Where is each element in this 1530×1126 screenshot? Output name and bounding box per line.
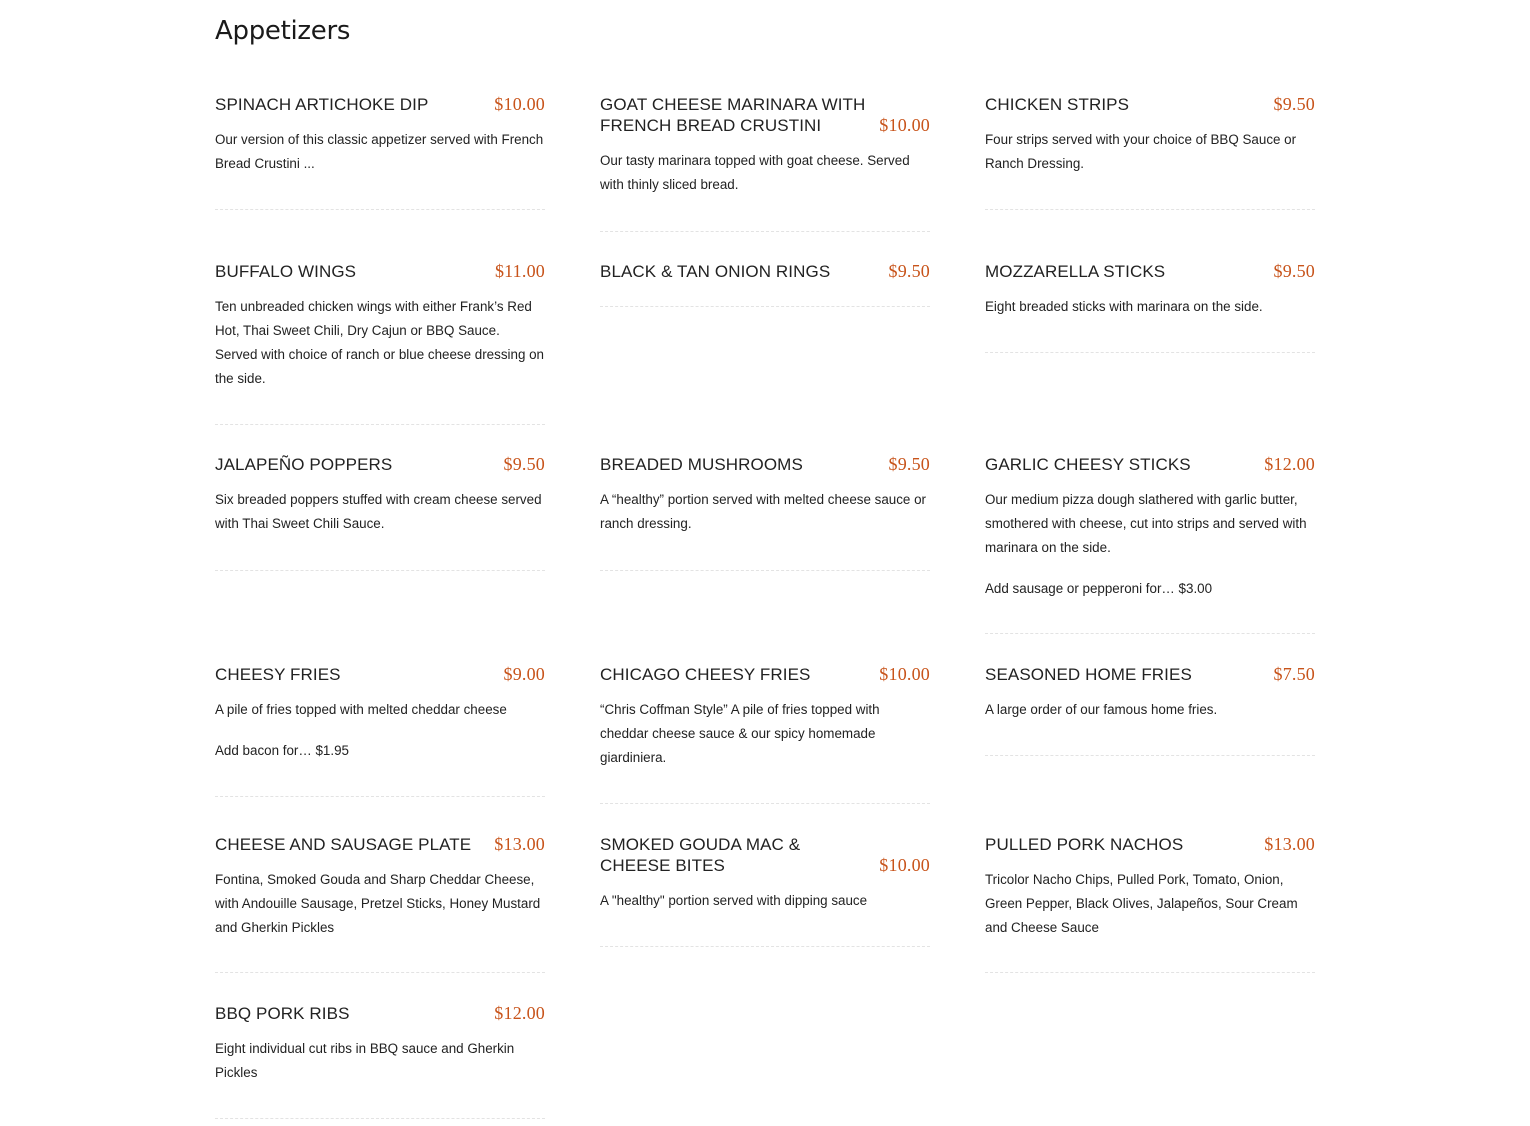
menu-item-breaded-mushrooms — [600, 454, 930, 536]
menu-item-chicken-strips — [985, 94, 1315, 176]
item-divider — [215, 796, 545, 797]
item-name: BREADED MUSHROOMS — [600, 455, 803, 474]
item-header — [215, 261, 545, 282]
menu-item-cheesy-fries — [215, 664, 545, 763]
item-divider — [600, 231, 930, 232]
section-title: Appetizers — [215, 16, 351, 46]
item-name: SEASONED HOME FRIES — [985, 665, 1192, 684]
item-description: Four strips served with your choice of BBQ Sauce or Ranch Dressing. — [985, 132, 1297, 171]
menu-item-bbq-pork-ribs — [215, 1003, 545, 1085]
menu-item-spinach-artichoke-dip — [215, 94, 545, 176]
item-divider — [600, 570, 930, 571]
item-divider — [215, 972, 545, 973]
item-description: A "healthy" portion served with dipping sauce — [600, 893, 868, 908]
item-header — [215, 94, 545, 115]
item-name: CHICAGO CHEESY FRIES — [600, 665, 811, 684]
item-name: CHICKEN STRIPS — [985, 95, 1130, 114]
item-description: Our tasty marinara topped with goat cheese. Served with thinly sliced bread. — [600, 153, 910, 192]
item-description: Fontina, Smoked Gouda and Sharp Cheddar Cheese, with Andouille Sausage, Pretzel Sticks, Honey Mustard and Gherkin Pickles — [215, 872, 541, 935]
item-description: “Chris Coffman Style” A pile of fries topped with cheddar cheese sauce & our spicy homemade giardiniera. — [600, 702, 880, 765]
item-header — [215, 834, 545, 855]
item-divider — [215, 424, 545, 425]
menu-item-garlic-cheesy-sticks — [985, 454, 1315, 601]
item-header — [600, 664, 930, 685]
item-price: $10.00 — [879, 115, 930, 135]
item-divider — [985, 209, 1315, 210]
item-price: $9.50 — [1273, 261, 1315, 281]
menu-item-buffalo-wings — [215, 261, 545, 391]
item-name: GARLIC CHEESY STICKS — [985, 455, 1191, 474]
item-header — [985, 834, 1315, 855]
item-name: BBQ PORK RIBS — [215, 1004, 350, 1023]
menu-item-pulled-pork-nachos — [985, 834, 1315, 940]
item-header — [600, 834, 930, 876]
item-header — [600, 94, 930, 136]
item-name: CHEESE AND SAUSAGE PLATE — [215, 835, 472, 854]
item-price: $10.00 — [879, 855, 930, 875]
menu-item-black-tan-onion-rings — [600, 261, 930, 282]
item-name: MOZZARELLA STICKS — [985, 262, 1166, 281]
item-divider — [600, 306, 930, 307]
item-divider — [215, 209, 545, 210]
item-header — [985, 261, 1315, 282]
item-price: $13.00 — [1264, 834, 1315, 854]
item-name: BUFFALO WINGS — [215, 262, 357, 281]
item-price: $9.00 — [503, 664, 545, 684]
item-header — [215, 664, 545, 685]
item-name: BLACK & TAN ONION RINGS — [600, 262, 831, 281]
item-price: $9.50 — [503, 454, 545, 474]
item-header — [985, 664, 1315, 685]
menu-item-goat-cheese-marinara — [600, 94, 930, 197]
item-description: Tricolor Nacho Chips, Pulled Pork, Tomato, Onion, Green Pepper, Black Olives, Jalapeños, Sour Cream and Cheese Sauce — [985, 872, 1298, 935]
menu-item-chicago-cheesy-fries — [600, 664, 930, 770]
item-price: $9.50 — [1273, 94, 1315, 114]
item-description: Eight breaded sticks with marinara on the side. — [985, 299, 1263, 314]
item-price: $9.50 — [888, 261, 930, 281]
item-price: $13.00 — [494, 834, 545, 854]
menu-item-smoked-gouda-mac-cheese-bites — [600, 834, 930, 913]
item-divider — [600, 946, 930, 947]
item-header — [600, 261, 930, 282]
item-addon: Add bacon for… $1.95 — [215, 743, 349, 758]
item-header — [985, 454, 1315, 475]
item-divider — [215, 570, 545, 571]
item-description: Our medium pizza dough slathered with garlic butter, smothered with cheese, cut into strips and served with marinara on the side. — [985, 492, 1307, 555]
item-description: A pile of fries topped with melted cheddar cheese — [215, 702, 507, 717]
item-description: Eight individual cut ribs in BBQ sauce and Gherkin Pickles — [215, 1041, 515, 1080]
item-description: Our version of this classic appetizer served with French Bread Crustini ... — [215, 132, 544, 171]
item-description: A large order of our famous home fries. — [985, 702, 1218, 717]
menu-item-jalapeno-poppers — [215, 454, 545, 536]
menu-item-cheese-and-sausage-plate — [215, 834, 545, 940]
item-name: CHEESY FRIES — [215, 665, 341, 684]
item-description: Six breaded poppers stuffed with cream cheese served with Thai Sweet Chili Sauce. — [215, 492, 542, 531]
item-price: $7.50 — [1273, 664, 1315, 684]
item-name: GOAT CHEESE MARINARA WITH FRENCH BREAD CRUSTINI — [600, 95, 866, 135]
item-addon: Add sausage or pepperoni for… $3.00 — [985, 581, 1213, 596]
item-header — [215, 1003, 545, 1024]
item-price: $12.00 — [1264, 454, 1315, 474]
item-name: SPINACH ARTICHOKE DIP — [215, 95, 429, 114]
item-price: $9.50 — [888, 454, 930, 474]
item-price: $12.00 — [494, 1003, 545, 1023]
menu-item-seasoned-home-fries — [985, 664, 1315, 722]
item-price: $10.00 — [879, 664, 930, 684]
item-divider — [985, 633, 1315, 634]
item-description: A “healthy” portion served with melted cheese sauce or ranch dressing. — [600, 492, 927, 531]
item-price: $10.00 — [494, 94, 545, 114]
item-divider — [985, 755, 1315, 756]
item-price: $11.00 — [494, 261, 545, 281]
item-header — [215, 454, 545, 475]
item-divider — [600, 803, 930, 804]
item-divider — [215, 1118, 545, 1119]
menu-item-mozzarella-sticks — [985, 261, 1315, 319]
item-name: SMOKED GOUDA MAC & CHEESE BITES — [600, 835, 801, 875]
item-name: JALAPEÑO POPPERS — [215, 455, 393, 474]
item-header — [985, 94, 1315, 115]
item-description: Ten unbreaded chicken wings with either Frank’s Red Hot, Thai Sweet Chili, Dry Cajun or BBQ Sauce. Served with choice of ranch or blue cheese dressing on the side. — [215, 299, 545, 386]
item-divider — [985, 972, 1315, 973]
item-name: PULLED PORK NACHOS — [985, 835, 1184, 854]
item-header — [600, 454, 930, 475]
item-divider — [985, 352, 1315, 353]
